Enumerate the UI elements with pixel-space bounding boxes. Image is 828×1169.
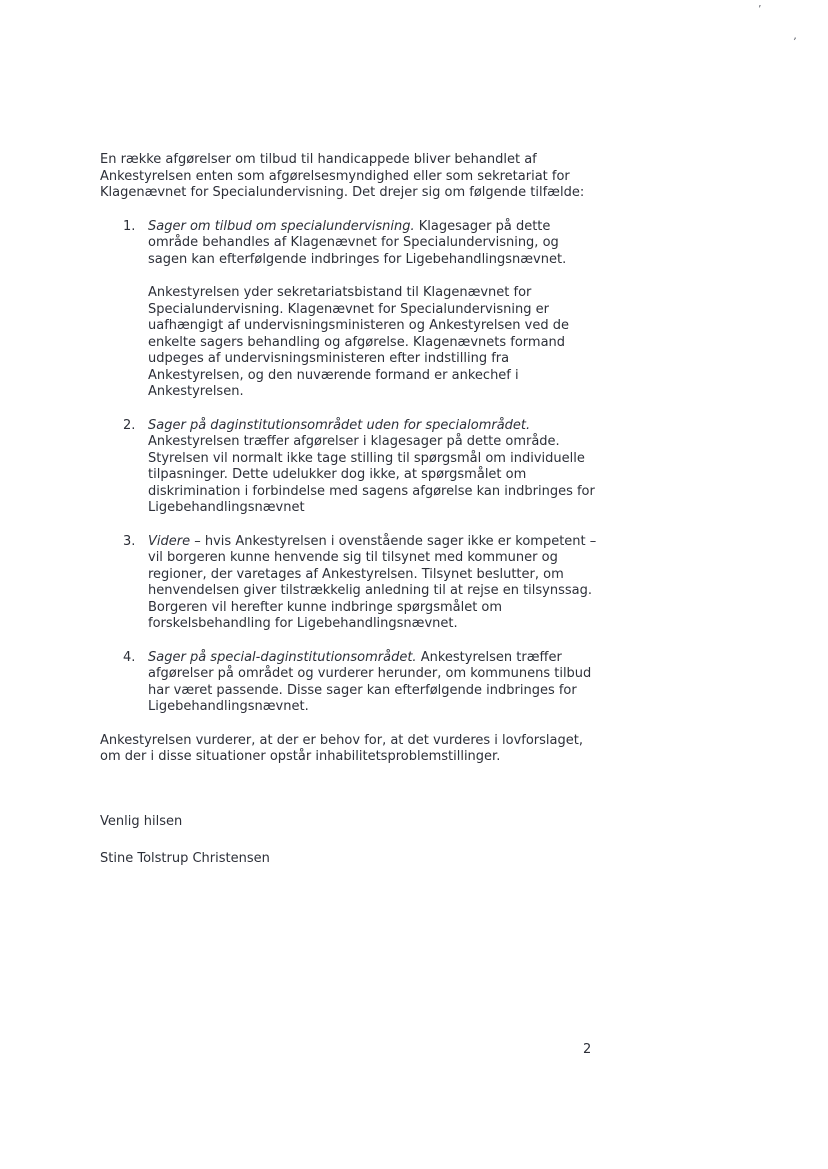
list-item-paragraph bbox=[148, 219, 597, 269]
list-item-body bbox=[148, 650, 597, 716]
closing-paragraph: Ankestyrelsen vurderer, at der er behov for, at det vurderes i lovforslaget, om der i disse situationer opstår inhabilitetsproblemstillinger. bbox=[100, 732, 583, 764]
signature-name: Stine Tolstrup Christensen bbox=[100, 851, 270, 866]
item-text: Ankestyrelsen træffer afgørelser på området og vurderer herunder, om kommunens tilbud har været passende. Disse sager kan efterfølgende indbringes for Ligebehandlingsnævnet. bbox=[148, 649, 592, 714]
list-item-4 bbox=[100, 650, 597, 716]
item-lead-italic: Sager på special-daginstitutionsområdet. bbox=[148, 649, 417, 665]
item-text: Klagesager på dette område behandles af Klagenævnet for Specialundervisning, og sagen kan efterfølgende indbringes for Ligebehandlingsnævnet. bbox=[148, 218, 567, 267]
list-number: 3. bbox=[123, 533, 136, 549]
list-item-2 bbox=[100, 418, 597, 517]
item-lead-italic: Videre bbox=[148, 533, 191, 549]
intro-paragraph: En række afgørelser om tilbud til handicappede bliver behandlet af Ankestyrelsen enten som afgørelsesmyndighed eller som sekretariat for Klagenævnet for Specialundervisning. Det drejer sig om følgende tilfælde: bbox=[100, 152, 585, 200]
list-item-3 bbox=[100, 534, 597, 633]
item-text: – hvis Ankestyrelsen i ovenstående sager ikke er kompetent – vil borgeren kunne henvende sig til tilsynet med kommuner og regioner, der varetages af Ankestyrelsen. Tilsynet beslutter, om henvendelsen giver tilstrækkelig anledning til at rejse en tilsynssag. Borgeren vil herefter kunne indbringe spørgsmålet om forskelsbehandling for Ligebehandlingsnævnet. bbox=[148, 533, 597, 631]
list-number: 2. bbox=[123, 417, 136, 433]
scan-artifact: ’ bbox=[758, 3, 762, 16]
document-content bbox=[100, 152, 597, 868]
list-item-paragraph bbox=[148, 418, 597, 517]
list-item-body bbox=[148, 534, 597, 633]
scan-artifact: , bbox=[792, 28, 799, 43]
list-item-body bbox=[148, 219, 597, 401]
list-item-paragraph-2: Ankestyrelsen yder sekretariatsbistand til Klagenævnet for Specialundervisning. Klagenævnet for Specialundervisning er uafhængigt af undervisningsministeren og Ankestyrelsen ved de enkelte sagers behandling og afgørelse. Klagenævnets formand udpeges af undervisningsministeren efter indstilling fra Ankestyrelsen, og den nuværende formand er ankechef i Ankestyrelsen. bbox=[148, 285, 569, 399]
list-item-paragraph bbox=[148, 650, 597, 716]
page-number: 2 bbox=[583, 1042, 592, 1057]
list-item-body bbox=[148, 418, 597, 517]
numbered-list bbox=[100, 219, 597, 716]
list-item-1 bbox=[100, 219, 597, 401]
item-lead-italic: Sager om tilbud om specialundervisning. bbox=[148, 218, 415, 234]
item-text: Ankestyrelsen træffer afgørelser i klagesager på dette område. Styrelsen vil normalt ikke tage stilling til spørgsmål om individuelle tilpasninger. Dette udelukker dog ikke, at spørgsmålet om diskrimination i forbindelse med sagens afgørelse kan indbringes for Ligebehandlingsnævnet bbox=[148, 434, 595, 515]
signoff: Venlig hilsen bbox=[100, 813, 183, 829]
list-item-paragraph bbox=[148, 534, 597, 633]
list-number: 4. bbox=[123, 649, 136, 665]
list-number: 1. bbox=[123, 218, 136, 234]
item-lead-italic: Sager på daginstitutionsområdet uden for specialområdet. bbox=[148, 417, 531, 433]
